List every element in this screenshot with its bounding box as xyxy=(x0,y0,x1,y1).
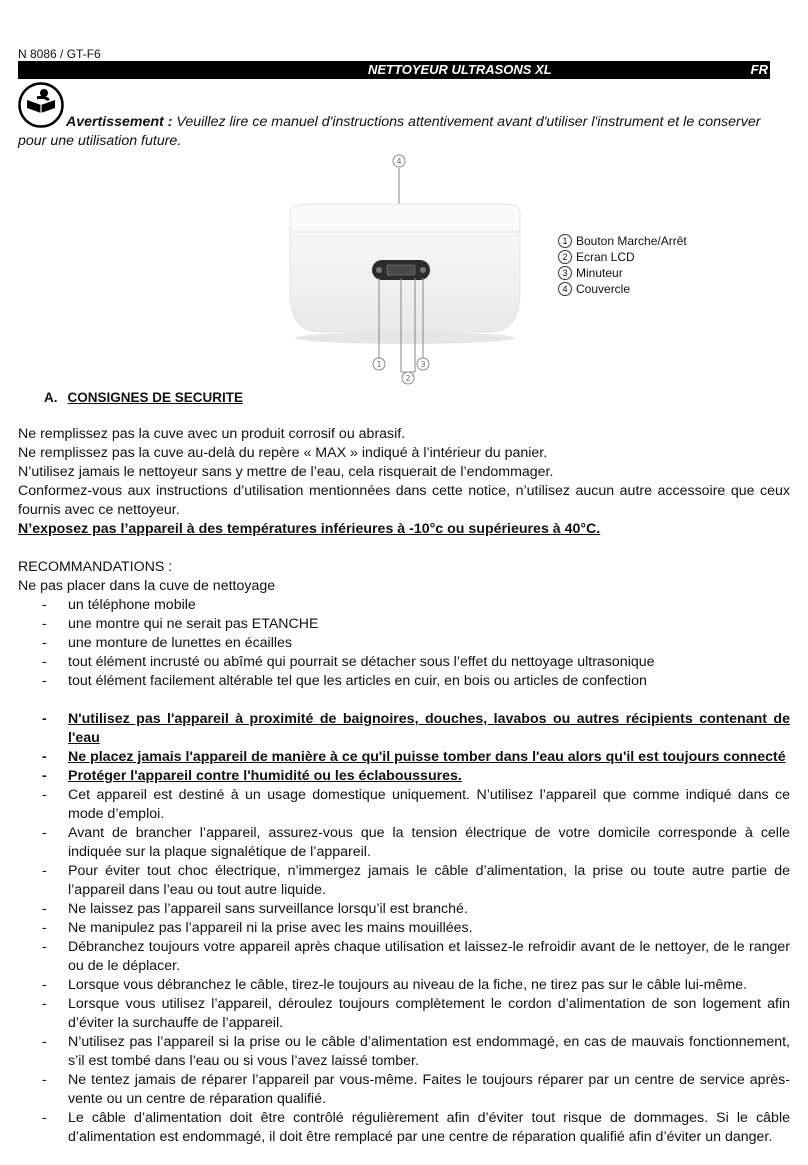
legend-item xyxy=(558,265,687,281)
legend-label: Couvercle xyxy=(576,282,631,296)
callout-3-label: 3 xyxy=(420,360,426,369)
warning-label: Avertissement : xyxy=(66,114,173,130)
document-ref: N 8086 / GT-F6 xyxy=(18,47,101,61)
language-code: FR xyxy=(750,62,768,77)
legend-item xyxy=(558,233,687,249)
legend-num: 1 xyxy=(558,234,572,248)
base-shadow xyxy=(295,332,515,344)
list-item: - une montre qui ne serait pas ETANCHE xyxy=(18,615,790,634)
recommendations-list xyxy=(18,596,790,691)
list-item-bold: - N'utilisez pas l'appareil à proximité de baignoires, douches, lavabos ou autres récipients contenant de l'eau xyxy=(18,710,790,748)
recommendations-heading: RECOMMANDATIONS : xyxy=(18,559,173,575)
device-body xyxy=(290,232,520,332)
callout-1-label: 1 xyxy=(376,360,382,369)
power-button xyxy=(376,267,382,273)
list-item: - une monture de lunettes en écailles xyxy=(18,634,790,653)
temperature-note: N’exposez pas l’appareil à des températures inférieures à -10°c ou supérieures à 40°C. xyxy=(18,521,601,537)
lcd-screen xyxy=(387,265,415,275)
title-bar xyxy=(18,61,770,79)
list-item: - N’utilisez pas l’appareil si la prise ou le câble d’alimentation est endommagé, en cas de mauvais fonctionnement, s’il est tombé dans l’eau ou si vous l’avez laissé tomber. xyxy=(18,1033,790,1071)
list-item: - Lorsque vous débranchez le câble, tirez-le toujours au niveau de la fiche, ne tirez pas sur le câble lui-même. xyxy=(18,976,790,995)
safety-paragraph: Ne remplissez pas la cuve avec un produit corrosif ou abrasif. xyxy=(18,426,406,442)
list-item: - tout élément facilement altérable tel que les articles en cuir, en bois ou articles de confection xyxy=(18,672,790,691)
legend-label: Minuteur xyxy=(576,266,623,280)
document-title: NETTOYEUR ULTRASONS XL xyxy=(368,62,552,77)
legend-item xyxy=(558,281,687,297)
list-item: - tout élément incrusté ou abîmé qui pourrait se détacher sous l’effet du nettoyage ultrasonique xyxy=(18,653,790,672)
recommendations-intro: Ne pas placer dans la cuve de nettoyage xyxy=(18,578,276,594)
list-item-bold: - Ne placez jamais l'appareil de manière à ce qu'il puisse tomber dans l'eau alors qu'il est toujours connecté xyxy=(18,748,790,767)
list-item: - Cet appareil est destiné à un usage domestique uniquement. N’utilisez l’appareil que comme indiqué dans ce mode d’emploi. xyxy=(18,786,790,824)
legend-label: Bouton Marche/Arrêt xyxy=(576,234,687,248)
legend-num: 2 xyxy=(558,250,572,264)
figure-legend xyxy=(558,233,687,297)
timer-button xyxy=(420,267,426,273)
list-item: - Ne manipulez pas l’appareil ni la prise avec les mains mouillées. xyxy=(18,919,790,938)
safety-paragraph: N’utilisez jamais le nettoyeur sans y mettre de l’eau, cela risquerait de l’endommager. xyxy=(18,464,554,480)
list-item: - Avant de brancher l’appareil, assurez-vous que la tension électrique de votre domicile corresponde à celle indiquée sur la plaque signalétique de l’appareil. xyxy=(18,824,790,862)
list-item: - Le câble d’alimentation doit être contrôlé régulièrement afin d’éviter tout risque de dommages. Si le câble d’alimentation est endommagé, il doit être remplacé par une centre de réparation qualifié afin d’éviter un danger. xyxy=(18,1109,790,1147)
warning-text xyxy=(18,113,790,151)
section-title: CONSIGNES DE SECURITE xyxy=(67,390,244,405)
legend-num: 3 xyxy=(558,266,572,280)
section-a-heading xyxy=(44,388,243,407)
warning-body: Veuillez lire ce manuel d'instructions attentivement avant d'utiliser l'instrument et le conserver pour une utilisation future. xyxy=(18,114,761,149)
legend-label: Ecran LCD xyxy=(576,250,635,264)
section-letter: A. xyxy=(44,390,58,405)
safety-paragraph: Ne remplissez pas la cuve au-delà du repère « MAX » indiqué à l’intérieur du panier. xyxy=(18,445,548,461)
legend-num: 4 xyxy=(558,282,572,296)
product-figure xyxy=(280,152,530,387)
legend-item xyxy=(558,249,687,265)
lid xyxy=(290,204,520,232)
list-item: - Pour éviter tout choc électrique, n’immergez jamais le câble d’alimentation, la prise ou toute autre partie de l’appareil dans l’eau ou tout autre liquide. xyxy=(18,862,790,900)
list-item-bold: - Protéger l'appareil contre l'humidité ou les éclaboussures. xyxy=(18,767,790,786)
callout-4-label: 4 xyxy=(396,157,402,166)
list-item: - un téléphone mobile xyxy=(18,596,790,615)
callout-2-label: 2 xyxy=(405,374,411,383)
list-item: - Lorsque vous utilisez l’appareil, déroulez toujours complètement le cordon d’alimentation de son logement afin d’éviter la surchauffe de l’appareil. xyxy=(18,995,790,1033)
list-item: - Débranchez toujours votre appareil après chaque utilisation et laissez-le refroidir avant de le nettoyer, de le ranger ou de le déplacer. xyxy=(18,938,790,976)
list-item: - Ne laissez pas l’appareil sans surveillance lorsqu’il est branché. xyxy=(18,900,790,919)
list-item: - Ne tentez jamais de réparer l’appareil par vous-même. Faites le toujours réparer par un centre de service après-vente ou un centre de réparation qualifié. xyxy=(18,1071,790,1109)
safety-paragraph: Conformez-vous aux instructions d’utilisation mentionnées dans cette notice, n’utilisez aucun autre accessoire que ceux fournis avec ce nettoyeur. xyxy=(18,483,790,518)
safety-list xyxy=(18,710,790,1147)
document-body xyxy=(18,425,790,1147)
